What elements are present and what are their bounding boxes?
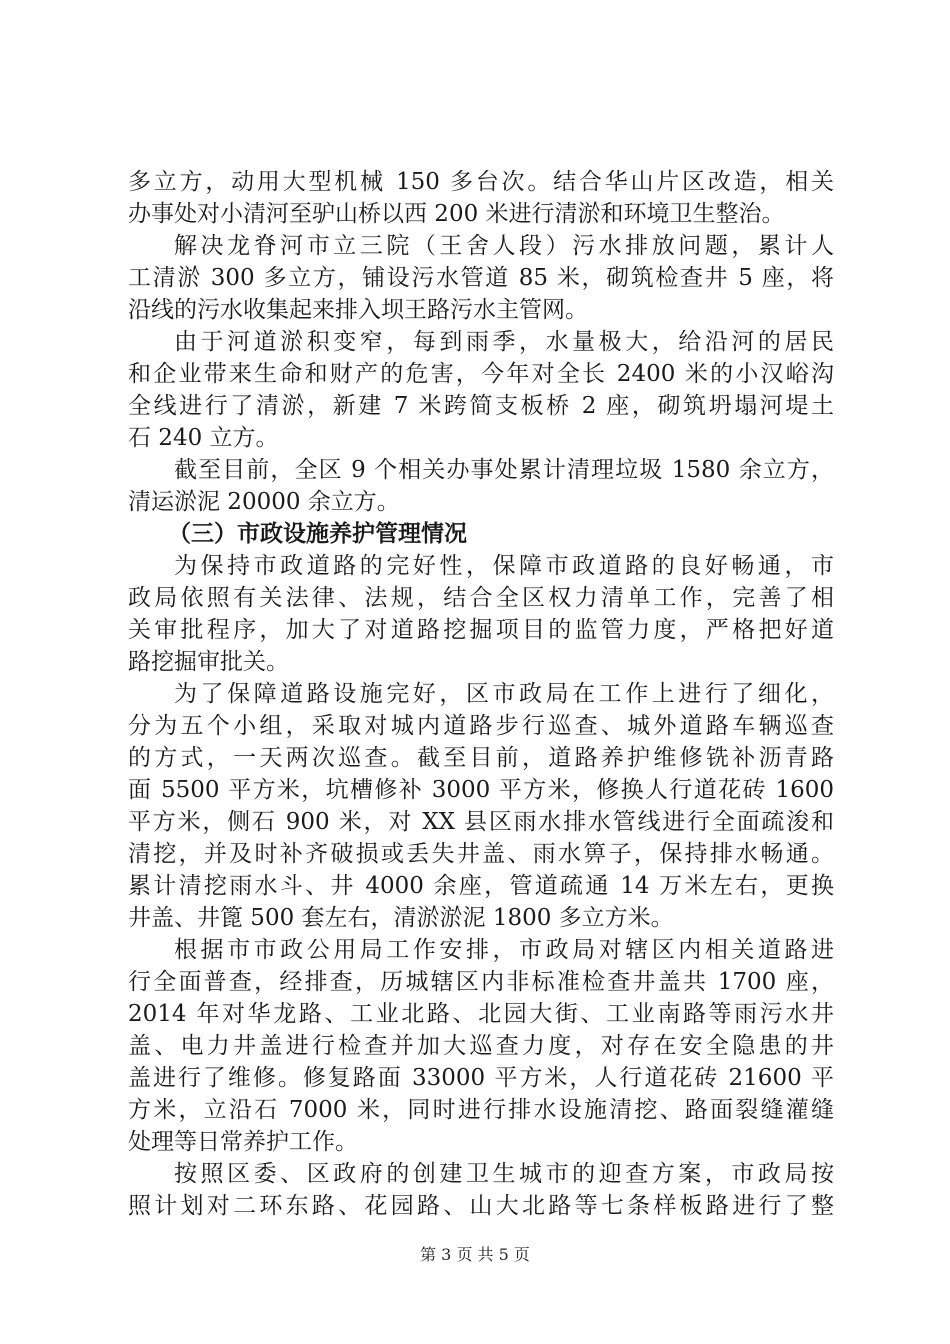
text-line: 沿线的污水收集起来排入坝王路污水主管网。 (128, 297, 588, 323)
text-line: 照计划对二环东路、花园路、山大北路等七条样板路进行了整 (128, 1193, 834, 1219)
text-line: 行全面普查，经排查，历城辖区内非标准检查井盖共 1700 座， (128, 969, 834, 995)
text-line: 累计清挖雨水斗、井 4000 余座，管道疏通 14 万米左右，更换 (128, 873, 834, 899)
text-line: 和企业带来生命和财产的危害，今年对全长 2400 米的小汉峪沟 (128, 361, 834, 387)
text-line: 多立方，动用大型机械 150 多台次。结合华山片区改造，相关 (128, 169, 834, 195)
text-line: 办事处对小清河至驴山桥以西 200 米进行清淤和环境卫生整治。 (128, 201, 785, 227)
text-line: 全线进行了清淤，新建 7 米跨简支板桥 2 座，砌筑坍塌河堤土 (128, 393, 834, 419)
text-line: 清运淤泥 20000 余立方。 (128, 489, 400, 515)
text-line: 面 5500 平方米，坑槽修补 3000 平方米，修换人行道花砖 1600 (128, 777, 834, 803)
text-line: 关审批程序，加大了对道路挖掘项目的监管力度，严格把好道 (128, 617, 834, 643)
text-line: 方米，立沿石 7000 米，同时进行排水设施清挖、路面裂缝灌缝 (128, 1097, 834, 1123)
text-line: 分为五个小组，采取对城内道路步行巡查、城外道路车辆巡查 (128, 713, 834, 739)
text-line: 解决龙脊河市立三院（王舍人段）污水排放问题，累计人 (174, 233, 834, 259)
text-line: 工清淤 300 多立方，铺设污水管道 85 米，砌筑检查井 5 座，将 (128, 265, 834, 291)
document-body (128, 166, 834, 1222)
text-line: 政局依照有关法律、法规，结合全区权力清单工作，完善了相 (128, 585, 834, 611)
text-line: 盖、电力井盖进行检查并加大巡查力度，对存在安全隐患的井 (128, 1033, 834, 1059)
text-line: 清挖，并及时补齐破损或丢失井盖、雨水箅子，保持排水畅通。 (128, 841, 834, 867)
text-line: 路挖掘审批关。 (128, 649, 289, 675)
text-line: 由于河道淤积变窄，每到雨季，水量极大，给沿河的居民 (174, 329, 834, 355)
text-line: 平方米，侧石 900 米，对 XX 县区雨水排水管线进行全面疏浚和 (128, 809, 834, 835)
text-line: 井盖、井篦 500 套左右，清淤淤泥 1800 多立方米。 (128, 905, 674, 931)
text-line: 为保持市政道路的完好性，保障市政道路的良好畅通，市 (174, 553, 834, 579)
text-line: 2014 年对华龙路、工业北路、北园大街、工业南路等雨污水井 (128, 1001, 834, 1027)
text-line: 的方式，一天两次巡查。截至目前，道路养护维修铣补沥青路 (128, 745, 834, 771)
text-line: 按照区委、区政府的创建卫生城市的迎查方案，市政局按 (174, 1161, 834, 1187)
text-line: 根据市市政公用局工作安排，市政局对辖区内相关道路进 (174, 937, 834, 963)
text-line: 截至目前，全区 9 个相关办事处累计清理垃圾 1580 余立方， (174, 457, 834, 483)
text-line: 盖进行了维修。修复路面 33000 平方米，人行道花砖 21600 平 (128, 1065, 834, 1091)
text-line: 石 240 立方。 (128, 425, 279, 451)
page-footer: 第 3 页 共 5 页 (420, 1245, 530, 1264)
text-line: 为了保障道路设施完好，区市政局在工作上进行了细化， (174, 681, 834, 707)
section-heading: （三）市政设施养护管理情况 (168, 521, 467, 547)
text-line: 处理等日常养护工作。 (128, 1129, 358, 1155)
